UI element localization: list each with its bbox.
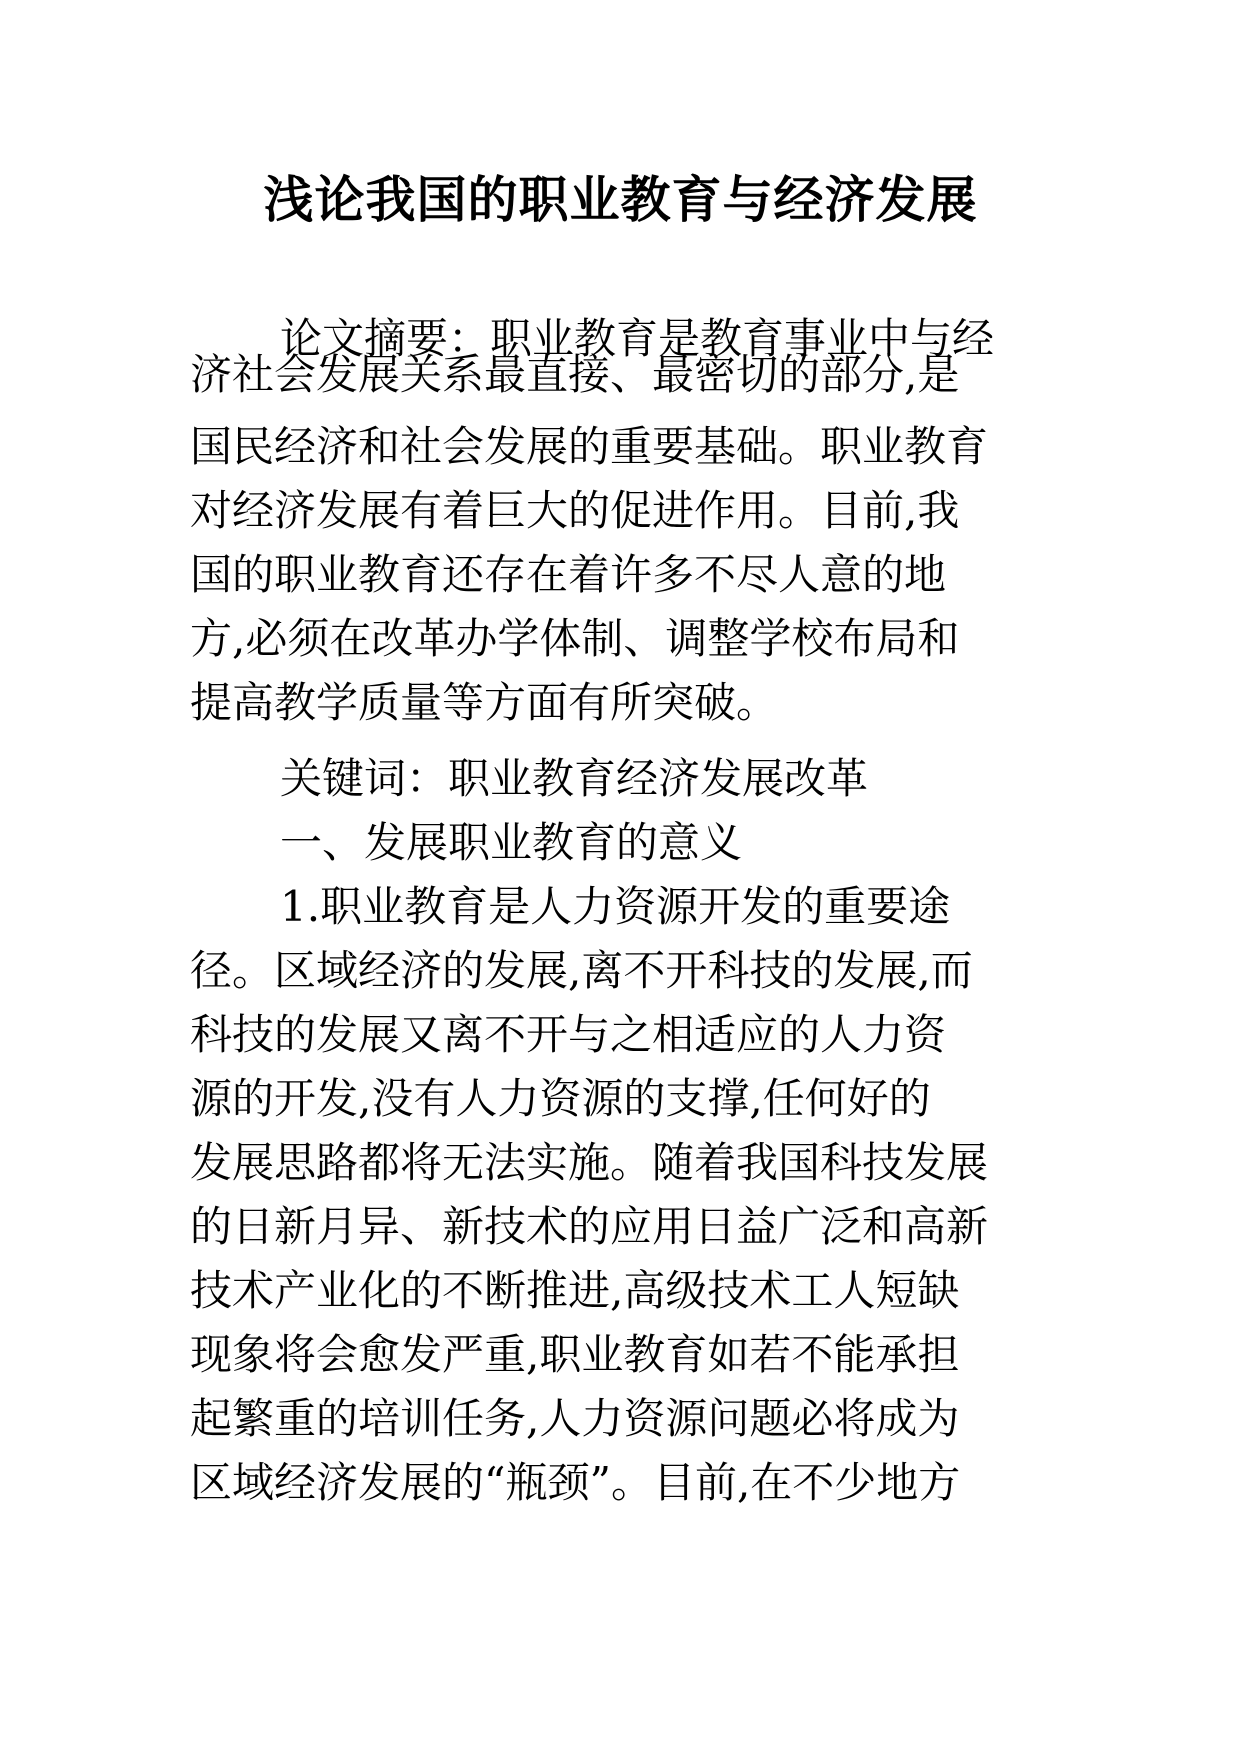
document-title: 浅论我国的职业教育与经济发展: [263, 170, 978, 229]
abstract-line-5: 国的职业教育还存在着许多不尽人意的地: [190, 550, 947, 599]
body-line-6: 的日新月异、新技术的应用日益广泛和高新: [190, 1202, 989, 1251]
abstract-line-7: 提高教学质量等方面有所突破。: [190, 678, 779, 727]
abstract-line-3: 国民经济和社会发展的重要基础。职业教育: [190, 422, 989, 471]
abstract-line-4: 对经济发展有着巨大的促进作用。目前,我: [190, 486, 960, 535]
abstract-line-2: 济社会发展关系最直接、最密切的部分,是: [190, 350, 960, 399]
body-line-3: 科技的发展又离不开与之相适应的人力资: [190, 1010, 947, 1059]
abstract-line-6: 方,必须在改革办学体制、调整学校布局和: [190, 614, 960, 663]
body-line-7: 技术产业化的不断推进,高级技术工人短缺: [190, 1266, 960, 1315]
section-heading: 一、发展职业教育的意义: [280, 818, 743, 867]
body-line-5: 发展思路都将无法实施。随着我国科技发展: [190, 1138, 989, 1187]
abstract-line-1: 论文摘要：职业教育是教育事业中与经: [280, 314, 995, 363]
body-line-1: 1.职业教育是人力资源开发的重要途: [280, 882, 951, 931]
body-line-4: 源的开发,没有人力资源的支撑,任何好的: [190, 1074, 931, 1123]
body-line-8: 现象将会愈发严重,职业教育如若不能承担: [190, 1330, 960, 1379]
body-line-2: 径。区域经济的发展,离不开科技的发展,而: [190, 946, 973, 995]
body-line-9: 起繁重的培训任务,人力资源问题必将成为: [190, 1394, 960, 1443]
keywords-line: 关键词：职业教育经济发展改革: [280, 754, 869, 803]
body-line-10: 区域经济发展的“瓶颈”。目前,在不少地方: [190, 1458, 961, 1507]
